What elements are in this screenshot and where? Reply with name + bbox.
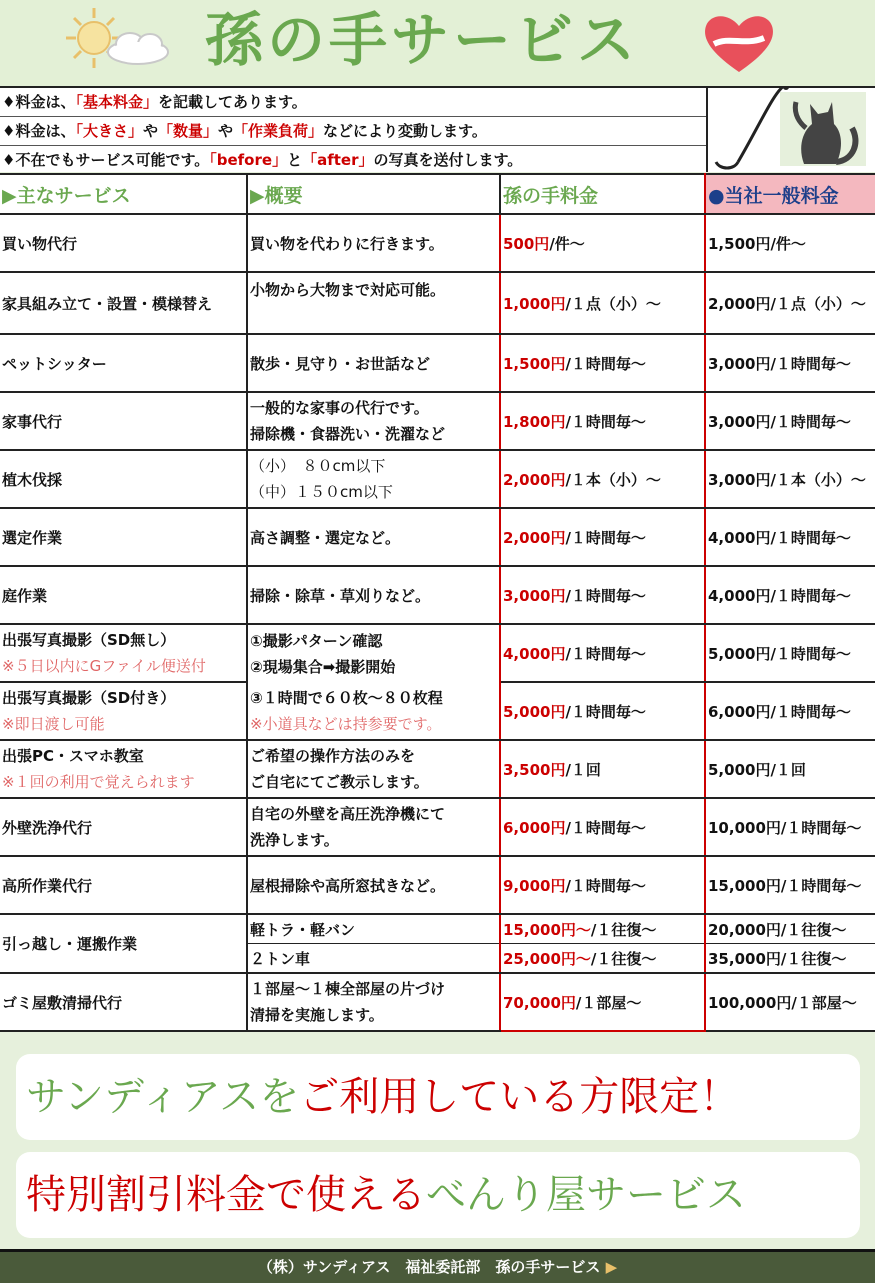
table-row — [0, 914, 875, 944]
mago-price-cell — [500, 944, 705, 974]
mago-price-cell — [500, 682, 705, 740]
price-unit: /１時間毎～ — [565, 876, 646, 895]
mago-price-cell — [500, 214, 705, 272]
price-unit: /１時間毎～ — [565, 528, 646, 547]
price-value: 2,000円 — [503, 470, 566, 489]
mago-price-cell — [500, 798, 705, 856]
service-table — [0, 173, 875, 1032]
footer — [0, 1249, 875, 1283]
price-unit: /１本（小）～ — [565, 470, 661, 489]
summary-cell — [247, 740, 500, 798]
table-row — [0, 508, 875, 566]
mago-price-cell — [500, 914, 705, 944]
mago-price-cell — [500, 856, 705, 914]
bird-icon: ▶ — [2, 184, 17, 207]
mago-price-cell — [500, 740, 705, 798]
summary-line: 掃除機・食器洗い・洗濯など — [250, 425, 446, 443]
service-cell: 植木伐採 — [0, 450, 247, 508]
service-cell — [0, 740, 247, 798]
summary-line: 一般的な家事の代行です。 — [250, 399, 429, 417]
footer-text: （株）サンディアス 福祉委託部 孫の手サービス — [257, 1258, 601, 1276]
summary-cell — [247, 973, 500, 1031]
summary-line: ご希望の操作方法のみを — [250, 747, 416, 765]
cat-icon — [780, 92, 866, 166]
mago-price-cell — [500, 566, 705, 624]
service-cell: ゴミ屋敷清掃代行 — [0, 973, 247, 1031]
table-row — [0, 450, 875, 508]
promo-banner-2 — [16, 1152, 860, 1238]
mago-price-cell — [500, 334, 705, 392]
col-header-general-price: ●当社一般料金 — [705, 174, 875, 214]
header — [0, 0, 875, 88]
general-price-cell: 35,000円/１往復～ — [705, 944, 875, 974]
price-unit: /１時間毎～ — [565, 354, 646, 373]
note-highlight: 「作業負荷」 — [233, 122, 324, 140]
price-unit: /１時間毎～ — [565, 818, 646, 837]
summary-line: （小） ８０cm以下 — [250, 457, 386, 475]
note-text: や — [218, 122, 234, 140]
note-text: の写真を送付します。 — [373, 151, 523, 169]
note-text: ♦不在でもサービス可能です。 — [2, 151, 210, 169]
note-highlight: 「数量」 — [157, 122, 218, 140]
note-text: と — [287, 151, 303, 169]
general-price-cell: 4,000円/１時間毎～ — [705, 508, 875, 566]
promo-text: サンディアスを — [26, 1074, 300, 1120]
price-value: 1,800円 — [503, 412, 566, 431]
general-price-cell: 20,000円/１往復～ — [705, 914, 875, 944]
service-note: ※１回の利用で覚えられます — [2, 773, 195, 791]
general-price-cell: 1,500円/件～ — [705, 214, 875, 272]
general-price-cell: 5,000円/１回 — [705, 740, 875, 798]
summary-cell: 高さ調整・選定など。 — [247, 508, 500, 566]
price-value: 1,000円 — [503, 294, 566, 313]
price-unit: /１往復～ — [590, 949, 657, 968]
summary-line: ③１時間で６０枚～８０枚程 — [250, 688, 443, 707]
mago-price-cell — [500, 624, 705, 682]
price-value: 25,000円～ — [503, 949, 591, 968]
note-2 — [0, 117, 706, 146]
summary-line: ②現場集合➡撮影開始 — [250, 657, 396, 676]
service-name: 出張写真撮影（SD付き） — [2, 689, 176, 707]
price-unit: /１時間毎～ — [565, 412, 646, 431]
col-header-mago-price: 孫の手料金 — [500, 174, 705, 214]
price-unit: /１時間毎～ — [565, 644, 646, 663]
note-highlight: 「大きさ」 — [75, 122, 143, 140]
page-title: 孫の手サービス — [205, 6, 640, 74]
summary-line: 小物から大物まで対応可能。 — [250, 281, 446, 299]
summary-cell: 掃除・除草・草刈りなど。 — [247, 566, 500, 624]
summary-line: 清掃を実施します。 — [250, 1006, 384, 1024]
col-header-service — [0, 174, 247, 214]
table-row — [0, 214, 875, 272]
price-value: 2,000円 — [503, 528, 566, 547]
summary-cell: 散歩・見守り・お世話など — [247, 334, 500, 392]
price-unit: /１回 — [565, 760, 601, 779]
col-header-summary — [247, 174, 500, 214]
header-label: 概要 — [264, 184, 303, 207]
price-unit: /１時間毎～ — [565, 586, 646, 605]
table-row — [0, 334, 875, 392]
service-note: ※５日以内にGファイル便送付 — [2, 657, 206, 675]
note-highlight: 「after」 — [302, 151, 374, 169]
summary-line: １部屋～１棟全部屋の片づけ — [250, 980, 446, 998]
illustration-box — [706, 88, 875, 172]
summary-line: 洗浄します。 — [250, 831, 339, 849]
summary-cell — [247, 624, 500, 682]
heart-icon — [700, 10, 778, 76]
service-cell — [0, 624, 247, 682]
summary-cell: 軽トラ・軽バン — [247, 914, 500, 944]
general-price-cell: 100,000円/１部屋～ — [705, 973, 875, 1031]
table-row — [0, 392, 875, 450]
price-unit: /１部屋～ — [575, 993, 642, 1012]
notes-box — [0, 88, 706, 172]
price-unit: /件～ — [549, 234, 585, 253]
price-unit: /１点（小）～ — [565, 294, 661, 313]
mago-price-cell — [500, 973, 705, 1031]
summary-cell: ２トン車 — [247, 944, 500, 974]
price-value: 4,000円 — [503, 644, 566, 663]
price-value: 3,000円 — [503, 586, 566, 605]
service-name: 出張写真撮影（SD無し） — [2, 631, 176, 649]
service-cell: 庭作業 — [0, 566, 247, 624]
mago-price-cell — [500, 272, 705, 334]
table-row — [0, 973, 875, 1031]
general-price-cell: 15,000円/１時間毎～ — [705, 856, 875, 914]
price-value: 3,500円 — [503, 760, 566, 779]
table-header-row — [0, 174, 875, 214]
table-row — [0, 682, 875, 740]
price-value: 9,000円 — [503, 876, 566, 895]
price-unit: /１往復～ — [590, 920, 657, 939]
note-text: などにより変動します。 — [323, 122, 487, 140]
table-row — [0, 566, 875, 624]
service-cell — [0, 682, 247, 740]
general-price-cell: 4,000円/１時間毎～ — [705, 566, 875, 624]
general-price-cell: 6,000円/１時間毎～ — [705, 682, 875, 740]
bird-icon: ▶ — [250, 184, 265, 207]
service-name: 出張PC・スマホ教室 — [2, 747, 144, 765]
price-value: 15,000円～ — [503, 920, 591, 939]
price-value: 6,000円 — [503, 818, 566, 837]
note-3 — [0, 146, 706, 174]
table-row — [0, 856, 875, 914]
cane-icon — [716, 88, 789, 168]
header-label: 主なサービス — [16, 184, 131, 207]
service-cell: 買い物代行 — [0, 214, 247, 272]
summary-cell — [247, 682, 500, 740]
price-value: 70,000円 — [503, 993, 576, 1012]
promo-text: べんり屋サービス — [426, 1172, 746, 1218]
general-price-cell: 3,000円/１時間毎～ — [705, 334, 875, 392]
summary-line: （中）１５０cm以下 — [250, 483, 393, 501]
note-highlight: 「基本料金」 — [75, 93, 158, 111]
service-cell: 外壁洗浄代行 — [0, 798, 247, 856]
general-price-cell: 5,000円/１時間毎～ — [705, 624, 875, 682]
summary-line: 自宅の外壁を高圧洗浄機にて — [250, 805, 446, 823]
price-unit: /１時間毎～ — [565, 702, 646, 721]
service-cell: 引っ越し・運搬作業 — [0, 914, 247, 973]
note-highlight: 「before」 — [209, 151, 288, 169]
summary-note: ※小道具などは持参要です。 — [250, 714, 442, 733]
price-value: 5,000円 — [503, 702, 566, 721]
service-cell: 高所作業代行 — [0, 856, 247, 914]
table-row — [0, 624, 875, 682]
summary-line: ご自宅にてご教示します。 — [250, 773, 429, 791]
mago-price-cell — [500, 392, 705, 450]
summary-cell — [247, 272, 500, 334]
summary-cell — [247, 392, 500, 450]
mago-price-cell — [500, 508, 705, 566]
note-text: を記載してあります。 — [157, 93, 307, 111]
note-1 — [0, 88, 706, 117]
general-price-cell: 2,000円/１点（小）～ — [705, 272, 875, 334]
price-value: 500円 — [503, 234, 550, 253]
summary-cell — [247, 798, 500, 856]
summary-line: ①撮影パターン確認 — [250, 631, 383, 650]
general-price-cell: 10,000円/１時間毎～ — [705, 798, 875, 856]
price-value: 1,500円 — [503, 354, 566, 373]
promo-highlight: 特別割引料金で使える — [26, 1172, 426, 1218]
summary-cell: 買い物を代わりに行きます。 — [247, 214, 500, 272]
general-price-cell: 3,000円/１本（小）～ — [705, 450, 875, 508]
table-row — [0, 272, 875, 334]
note-text: や — [142, 122, 158, 140]
service-cell: 選定作業 — [0, 508, 247, 566]
note-text: ♦料金は、 — [2, 122, 76, 140]
promo-banner-1 — [16, 1054, 860, 1140]
service-cell: 家事代行 — [0, 392, 247, 450]
table-row — [0, 740, 875, 798]
table-row — [0, 798, 875, 856]
service-note: ※即日渡し可能 — [2, 715, 105, 733]
mago-price-cell — [500, 450, 705, 508]
summary-cell — [247, 450, 500, 508]
service-cell: 家具組み立て・設置・模様替え — [0, 272, 247, 334]
bird-icon: ▶ — [600, 1258, 618, 1276]
general-price-cell: 3,000円/１時間毎～ — [705, 392, 875, 450]
summary-cell: 屋根掃除や高所窓拭きなど。 — [247, 856, 500, 914]
promo-highlight: ご利用している方限定！ — [299, 1074, 740, 1120]
note-text: ♦料金は、 — [2, 93, 76, 111]
service-cell: ペットシッター — [0, 334, 247, 392]
sun-icon — [56, 6, 176, 72]
